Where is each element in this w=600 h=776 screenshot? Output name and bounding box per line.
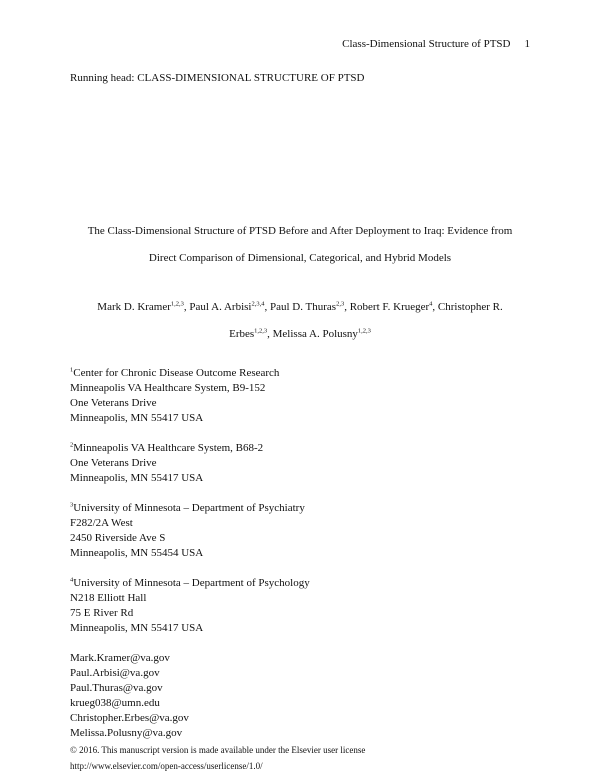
author-name: Robert F. Krueger [349, 301, 430, 313]
author-separator: , [267, 328, 273, 340]
authors-line-1 [55, 294, 545, 321]
title-line-1: The Class-Dimensional Structure of PTSD Before and After Deployment to Iraq: Evidence from [87, 225, 513, 237]
affiliation-line: Minneapolis, MN 55454 USA [70, 547, 204, 559]
author-name: Paul A. Arbisi [189, 301, 252, 313]
affiliation-block [70, 576, 530, 636]
affiliations [70, 366, 530, 741]
author-separator: , [264, 301, 270, 313]
email-address: Melissa.Polusny@va.gov [70, 727, 183, 739]
affiliation-number: 4 [70, 576, 74, 584]
email-address: Paul.Arbisi@va.gov [70, 667, 160, 679]
email-address: Christopher.Erbes@va.gov [70, 712, 189, 724]
author-affiliation-marker: 1,2,3 [170, 300, 184, 308]
author-affiliation-marker: 2,3,4 [251, 300, 265, 308]
affiliation-line: University of Minnesota – Department of Psychiatry [73, 502, 305, 514]
affiliation-line: Center for Chronic Disease Outcome Research [73, 367, 280, 379]
author-name: Paul D. Thuras [269, 301, 337, 313]
author-list [55, 294, 545, 348]
affiliation-line: 2450 Riverside Ave S [70, 532, 166, 544]
author-name-part-2: Erbes [229, 328, 255, 340]
affiliation-line: One Veterans Drive [70, 397, 157, 409]
affiliation-number: 2 [70, 441, 74, 449]
affiliation-line: One Veterans Drive [70, 457, 157, 469]
author-name: Mark D. Kramer [97, 301, 171, 313]
license-text: © 2016. This manuscript version is made available under the Elsevier user license [70, 745, 366, 755]
affiliation-block [70, 366, 530, 426]
affiliation-line: Minneapolis VA Healthcare System, B68-2 [73, 442, 264, 454]
affiliation-line: F282/2A West [70, 517, 133, 529]
affiliation-number: 1 [70, 366, 74, 374]
title-line-2: Direct Comparison of Dimensional, Categorical, and Hybrid Models [148, 252, 452, 264]
affiliation-line: Minneapolis VA Healthcare System, B9-152 [70, 382, 266, 394]
email-address: krueg038@umn.edu [70, 697, 160, 709]
email-address: Mark.Kramer@va.gov [70, 652, 170, 664]
author-affiliation-marker: 1,2,3 [254, 327, 268, 335]
affiliation-line: University of Minnesota – Department of Psychology [73, 577, 310, 589]
affiliation-block [70, 441, 530, 486]
author-separator: , [344, 301, 350, 313]
license-notice [70, 742, 365, 774]
author-name-part-1: Christopher R. [437, 301, 503, 313]
author-affiliation-marker: 2,3 [336, 300, 345, 308]
affiliation-number: 3 [70, 501, 74, 509]
page-number: 1 [524, 38, 530, 50]
email-list [70, 651, 530, 741]
author-affiliation-marker: 1,2,3 [357, 327, 371, 335]
author-separator: , [432, 301, 438, 313]
affiliation-line: Minneapolis, MN 55417 USA [70, 412, 204, 424]
email-address: Paul.Thuras@va.gov [70, 682, 163, 694]
page-header [342, 37, 530, 51]
affiliation-line: 75 E River Rd [70, 607, 134, 619]
affiliation-block [70, 501, 530, 561]
header-short-title: Class-Dimensional Structure of PTSD [342, 38, 511, 50]
author-separator: , [183, 301, 190, 313]
author-affiliation-marker: 4 [429, 300, 433, 308]
affiliation-line: Minneapolis, MN 55417 USA [70, 622, 204, 634]
running-head: Running head: CLASS-DIMENSIONAL STRUCTURE OF PTSD [70, 72, 365, 84]
authors-line-2 [55, 321, 545, 348]
paper-title [60, 218, 540, 272]
affiliation-line: Minneapolis, MN 55417 USA [70, 472, 204, 484]
affiliation-line: N218 Elliott Hall [70, 592, 147, 604]
author-name: Melissa A. Polusny [272, 328, 358, 340]
license-url[interactable]: http://www.elsevier.com/open-access/userlicense/1.0/ [70, 761, 263, 771]
